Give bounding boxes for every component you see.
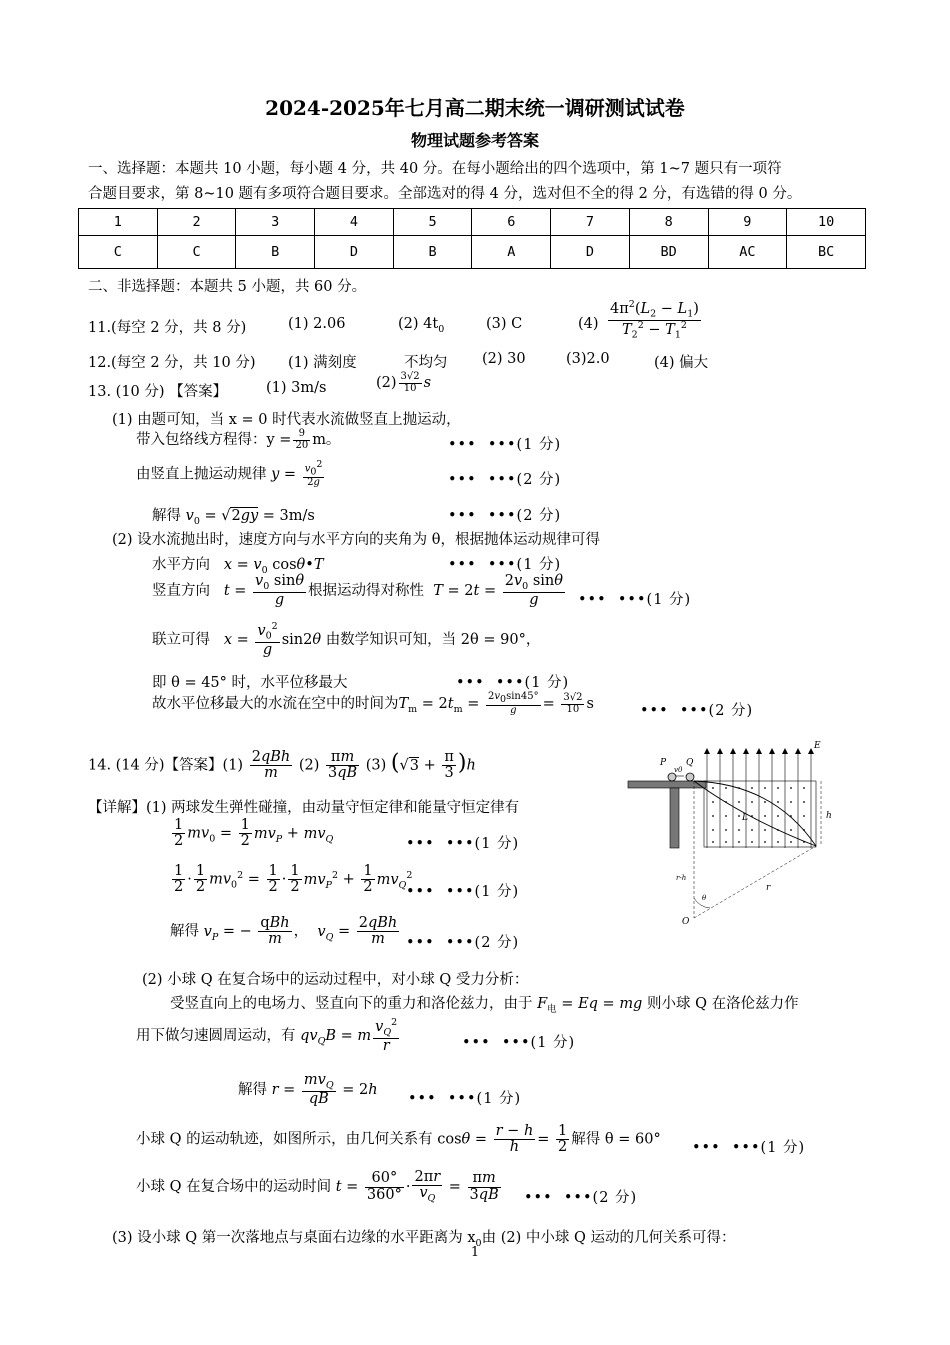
page-number: 1	[470, 1245, 480, 1260]
table-cell: D	[315, 236, 394, 269]
field-arrowheads	[704, 748, 814, 754]
q14-score-step4: ••• •••(1 分)	[462, 1035, 576, 1051]
table-cell: 7	[551, 209, 630, 236]
label-h: h	[826, 811, 832, 821]
q14-detail: 【详解】(1) 两球发生弹性碰撞，由动量守恒定律和能量守恒定律有	[88, 800, 520, 816]
table-cell: B	[393, 236, 472, 269]
q13-step1: (1) 由题可知，当 x = 0 时代表水流做竖直上抛运动，	[112, 412, 461, 428]
q13-step10: 故水平位移最大的水流在空中的时间为$T_m = 2t_m$ = $\frac{2v_0\sin 45^\circ}{g}$ = $\frac{3√2}{10}$ s	[152, 691, 594, 716]
page-title: 2024-2025年七月高二期末统一调研测试试卷	[265, 96, 685, 120]
q13-score-step6: ••• •••(1 分)	[448, 557, 562, 573]
label-v0: v0	[674, 766, 683, 774]
table-cell: BC	[787, 236, 866, 269]
q14-step2: (2) 小球 Q 在复合场中的运动过程中，对小球 Q 受力分析：	[142, 972, 529, 988]
table-cell: C	[79, 236, 158, 269]
q14-step4: 用下做匀速圆周运动，有 $qv_QB = m$ $\frac{v_Q^2}{r}$	[136, 1017, 398, 1054]
balls	[668, 773, 694, 781]
q12-answer1: (1) 满刻度	[288, 355, 357, 371]
q12-label: 12.(每空 2 分，共 10 分)	[88, 355, 256, 371]
q13-step6: 水平方向 $x = v_0$ cosθ•T	[152, 557, 324, 576]
q13-step2: 带入包络线方程得：y = $\frac{9}{20}$ m。	[136, 428, 341, 451]
q14-score-step6: ••• •••(1 分)	[692, 1140, 806, 1156]
q13-score-step4: ••• •••(2 分)	[448, 508, 562, 524]
label-P: P	[660, 758, 667, 768]
q11-answer4-label: (4)	[578, 316, 599, 332]
q13-score-step2: ••• •••(1 分)	[448, 437, 562, 453]
q13-answer2: (2) $\frac{3√2}{10}$ s	[376, 371, 432, 394]
q14-score-step7: ••• •••(2 分)	[524, 1190, 638, 1206]
q12-answer3: (3)2.0	[566, 351, 610, 367]
table-cell: BD	[629, 236, 708, 269]
table-cell: 6	[472, 209, 551, 236]
field-region	[704, 781, 816, 847]
q11-answer1: (1) 2.06	[288, 316, 346, 332]
section1-intro-line2: 合题目要求，第 8~10 题有多项符合题目要求。全部选对的得 4 分，选对但不全的得 2 分，有选错的得 0 分。	[88, 186, 802, 202]
q13-step7: 竖直方向 t = $\frac{v_0 \sin\theta}{g}$ 根据运动得对称性 T = 2t = $\frac{2v_0 \sin\theta}{g}$	[152, 573, 563, 608]
table-cell: 10	[787, 209, 866, 236]
q14-answer: 14. (14 分)【答案】(1) $\frac{\text{2qBh}}{m}$ (2) $\frac{\pi m}{3qB}$ (3) (√3 + $\frac{\pi}{3}$ )h	[88, 749, 476, 782]
q14-score-energy: ••• •••(1 分)	[406, 884, 520, 900]
q13-score-step9: ••• •••(1 分)	[456, 675, 570, 691]
label-r-h: r-h	[676, 874, 687, 882]
q11-answer4-formula: $\frac{4\pi^2(L_2 - L_1)}{T_2^2 - T_1^2}$	[610, 299, 699, 341]
table	[628, 781, 706, 848]
section1-intro-line1: 一、选择题：本题共 10 小题，每小题 4 分，共 40 分。在每小题给出的四个选项中，第 1~7 题只有一项符	[88, 161, 782, 177]
q11-answer2: (2) $4t_0$	[398, 316, 445, 335]
q13-step8: 联立可得 x = $\frac{v_0^2}{g}$ sin2θ 由数学知识可知，当 2θ = 90°，	[152, 621, 541, 658]
table-cell: 8	[629, 209, 708, 236]
q14-step6: 小球 Q 的运动轨迹，如图所示，由几何关系有 cosθ = $\frac{r - h}{h}$ = $\frac{1}{2}$ 解得 θ = 60°	[136, 1123, 661, 1156]
table-row-numbers	[79, 209, 866, 236]
q14-score-velocities: ••• •••(2 分)	[406, 935, 520, 951]
table-cell: 4	[315, 209, 394, 236]
table-cell: A	[472, 236, 551, 269]
table-cell: 1	[79, 209, 158, 236]
table-cell: AC	[708, 236, 787, 269]
label-theta: θ	[702, 894, 707, 902]
table-cell: 3	[236, 209, 315, 236]
label-O: O	[682, 917, 690, 927]
q12-answer1b: 不均匀	[404, 355, 448, 371]
table-row-answers	[79, 236, 866, 269]
q13-score-step7: ••• •••(1 分)	[578, 592, 692, 608]
table-cell: 2	[157, 209, 236, 236]
q14-step8: (3) 设小球 Q 第一次落地点与桌面右边缘的水平距离为 $x_0$由 (2) 中小球 Q 运动的几何关系可得：	[112, 1230, 736, 1249]
label-E: E	[814, 741, 821, 751]
q14-eq-energy: $\frac{1}{2}$ · $\frac{1}{2}$ $mv_0^2$ = $\frac{1}{2}$ · $\frac{1}{2}$ $mv_P^2$ + $\frac{1}{2}$ $mv_Q^2$	[174, 863, 413, 896]
q11-label: 11.(每空 2 分，共 8 分)	[88, 320, 247, 336]
q14-step7: 小球 Q 在复合场中的运动时间 t = $\frac{60^\circ}{360^\circ}$ · $\frac{2\pi r}{v_Q}$ = $\frac{\pi m}{3qB}$	[136, 1169, 499, 1205]
q13-step9: 即 θ = 45° 时，水平位移最大	[152, 675, 348, 691]
q12-answer2: (2) 30	[482, 351, 526, 367]
q13-label: 13. (10 分) 【答案】	[88, 384, 228, 400]
q14-step3: 受竖直向上的电场力、竖直向下的重力和洛伦兹力，由于 $F_电 = Eq$ = mg 则小球 Q 在洛伦兹力作	[170, 996, 799, 1015]
q13-step5: (2) 设水流抛出时，速度方向与水平方向的夹角为 θ，根据抛体运动规律可得	[112, 532, 600, 548]
page-subtitle: 物理试题参考答案	[410, 131, 539, 150]
q14-score-step5: ••• •••(1 分)	[408, 1091, 522, 1107]
q13-step4: 解得 $v_0 = √2gy = 3m/s$	[152, 508, 315, 527]
q13-answer1: (1) 3m/s	[266, 380, 327, 396]
q14-eq-momentum: $\frac{1}{2}$ $mv_0$ = $\frac{1}{2}$ $mv_P + mv_Q$	[174, 817, 334, 850]
q14-figure	[624, 738, 844, 930]
answer-table	[78, 208, 866, 269]
q14-step5: 解得 r = $\frac{mv_Q}{qB}$ = 2h	[238, 1072, 378, 1107]
label-L: L	[742, 813, 748, 823]
section2-heading: 二、非选择题：本题共 5 小题，共 60 分。	[88, 279, 367, 295]
q11-answer3: (3) C	[486, 316, 523, 332]
q14-solve-velocities: 解得 $v_P$ = − $\frac{\text{qBh}}{m}$ ， $v_Q$ = $\frac{\text{2qBh}}{m}$	[170, 915, 398, 948]
table-cell: D	[551, 236, 630, 269]
table-cell: B	[236, 236, 315, 269]
table-cell: 5	[393, 209, 472, 236]
q14-score-momentum: ••• •••(1 分)	[406, 836, 520, 852]
q13-score-step10: ••• •••(2 分)	[640, 703, 754, 719]
q13-score-step3: ••• •••(2 分)	[448, 472, 562, 488]
label-Q: Q	[686, 758, 694, 768]
q12-answer4: (4) 偏大	[654, 355, 709, 371]
q13-step3: 由竖直上抛运动规律 y = $\frac{v_0^2}{2g}$	[136, 459, 323, 489]
table-cell: C	[157, 236, 236, 269]
label-r: r	[766, 883, 771, 893]
table-cell: 9	[708, 209, 787, 236]
